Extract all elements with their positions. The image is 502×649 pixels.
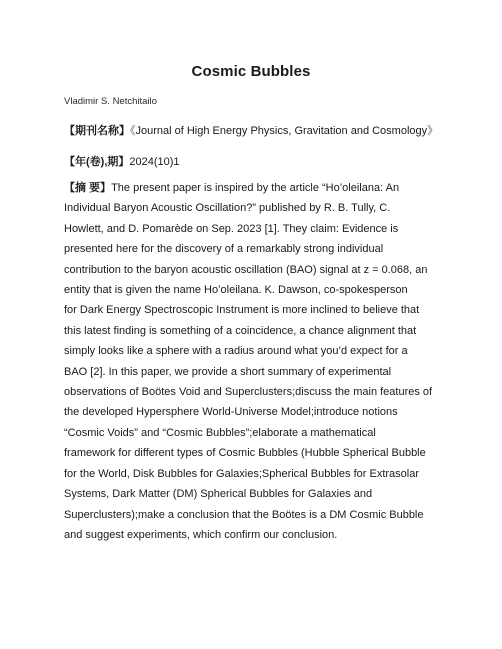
abstract-label: 【摘 要】 (64, 182, 112, 194)
abstract-line: for the World, Disk Bubbles for Galaxies;Spherical Bubbles for Extrasolar (64, 467, 420, 480)
abstract-line: Howlett, and D. Pomarède on Sep. 2023 [1]. They claim: Evidence is (64, 222, 399, 235)
issue-label: 【年(卷),期】 (64, 156, 130, 168)
abstract-line: observations of Boötes Void and Superclusters;discuss the main features of (64, 386, 433, 399)
abstract-line: this latest finding is something of a coincidence, a chance alignment that (64, 324, 417, 337)
abstract-line: presented here for the discovery of a remarkably strong individual (64, 243, 384, 256)
abstract-line: entity that is given the name Ho’oleilana. K. Dawson, co-spokesperson (64, 284, 408, 297)
abstract-line: simply looks like a sphere with a radius around what you’d expect for a (64, 345, 408, 358)
journal-label: 【期刊名称】 (64, 125, 130, 137)
abstract-line: and suggest experiments, which confirm our conclusion. (64, 528, 338, 541)
abstract-line: Individual Baryon Acoustic Oscillation?” published by R. B. Tully, C. (64, 202, 391, 215)
issue-value: 2024(10)1 (129, 156, 180, 168)
abstract-line: “Cosmic Voids” and “Cosmic Bubbles”;elaborate a mathematical (64, 426, 376, 439)
journal-line (64, 122, 438, 138)
issue-line (64, 153, 180, 169)
abstract-line: BAO [2]. In this paper, we provide a short summary of experimental (64, 365, 392, 378)
abstract-line: for Dark Energy Spectroscopic Instrument is more inclined to believe that (64, 304, 420, 317)
abstract-line: 【摘 要】The present paper is inspired by the article “Ho’oleilana: An (64, 182, 400, 194)
abstract-line: the developed Hypersphere World-Universe Model;introduce notions (64, 406, 398, 419)
abstract-block (64, 178, 438, 545)
abstract-line: Systems, Dark Matter (DM) Spherical Bubbles for Galaxies and (64, 488, 373, 501)
author-name: Vladimir S. Netchitailo (64, 96, 157, 107)
journal-value: 《Journal of High Energy Physics, Gravitation and Cosmology》 (130, 125, 439, 137)
paper-title: Cosmic Bubbles (191, 63, 311, 80)
abstract-line: framework for different types of Cosmic Bubbles (Hubble Spherical Bubble (64, 447, 426, 460)
abstract-line: Superclusters);make a conclusion that the Boötes is a DM Cosmic Bubble (64, 508, 424, 521)
abstract-line: contribution to the baryon acoustic oscillation (BAO) signal at z = 0.068, an (64, 263, 428, 276)
